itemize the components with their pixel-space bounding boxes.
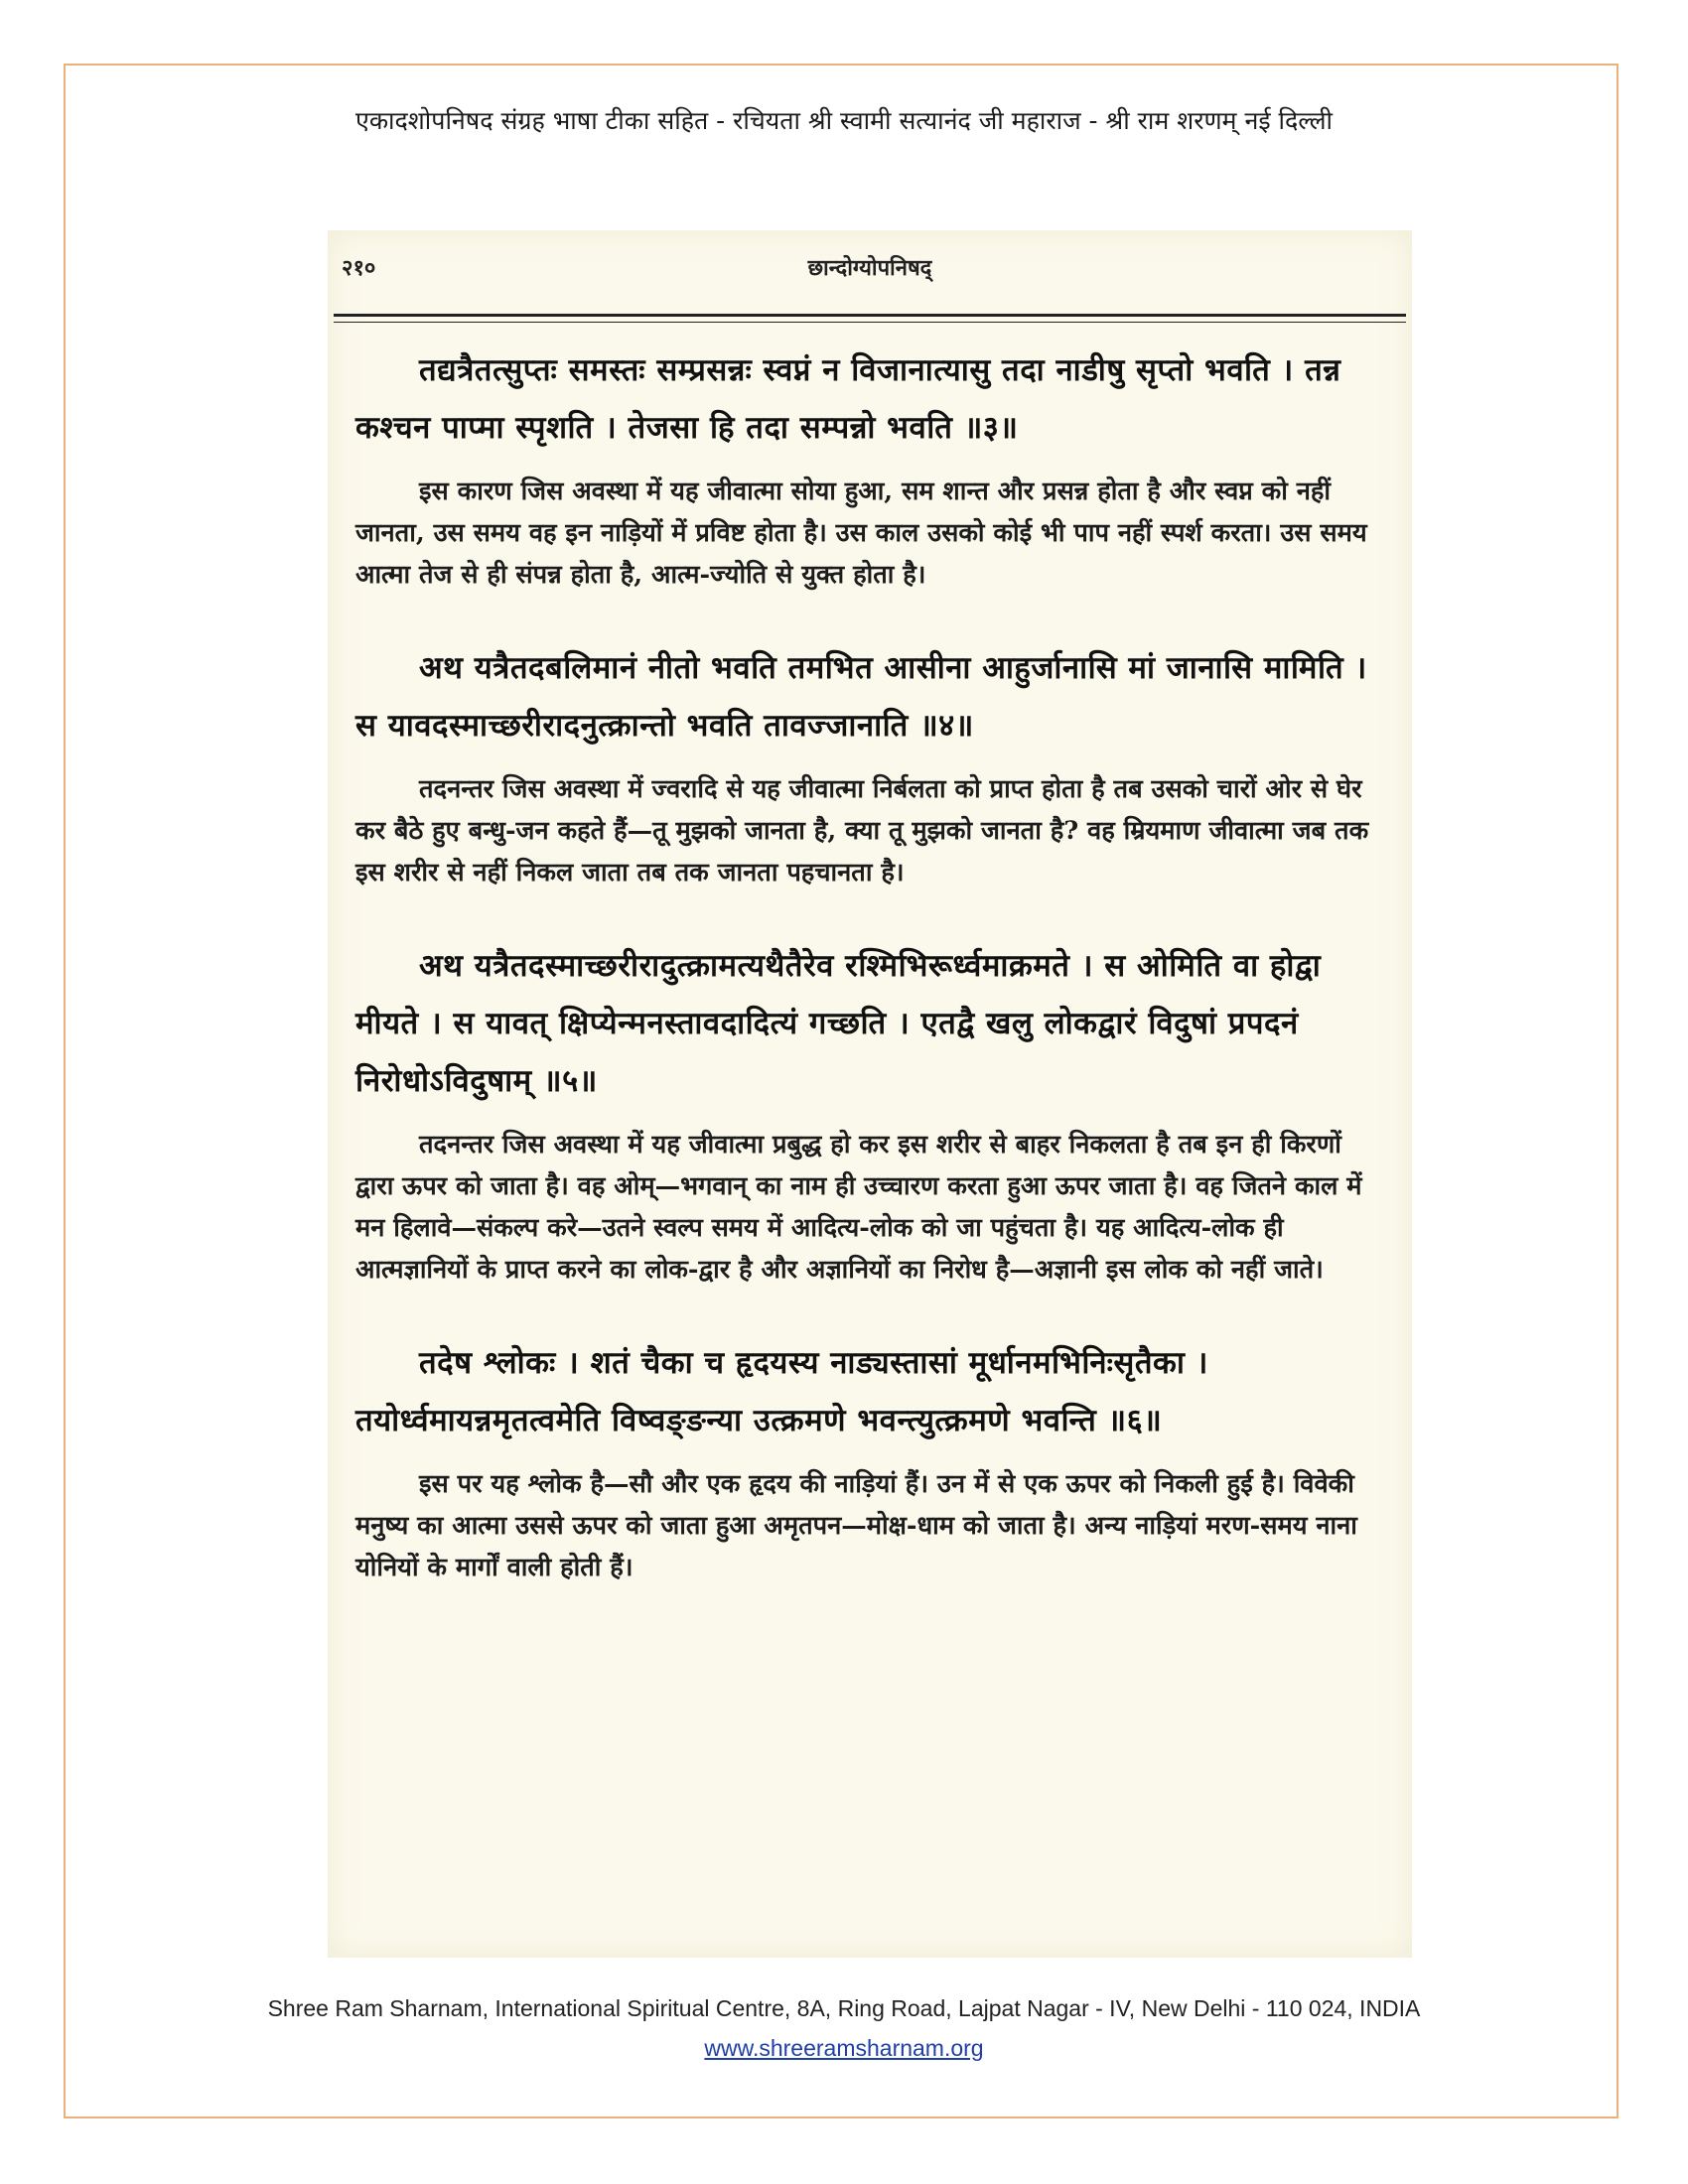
- sanskrit-verse-3: तद्यत्रैतत्सुप्तः समस्तः सम्प्रसन्नः स्वप्नं न विजानात्यासु तदा नाडीषु सृप्तो भवति । तन्न कश्चन पाप्मा स्पृशति । तेजसा हि तदा सम्पन्नो भवति ॥३॥: [355, 352, 1341, 446]
- sanskrit-verse-6: तदेष श्लोकः । शतं चैका च हृदयस्य नाड्यस्तासां मूर्धानमभिनिःसृतैका । तयोर्ध्वमायन्नमृतत्वमेति विष्वङ्ङन्या उत्क्रमणे भवन्त्युत्क्रमणे भवन्ति ॥६॥: [355, 1345, 1208, 1438]
- page-header: एकादशोपनिषद संग्रह भाषा टीका सहित - रचियता श्री स्वामी सत्यानंद जी महाराज - श्री राम शरणम् नई दिल्ली: [355, 106, 1333, 135]
- hindi-commentary-6: इस पर यह श्लोक है—सौ और एक हृदय की नाड़ियां हैं। उन में से एक ऊपर को निकली हुई है। विवेकी मनुष्य का आत्मा उससे ऊपर को जाता हुआ अमृतपन—मोक्ष-धाम को जाता है। अन्य नाड़ियां मरण-समय नाना योनियों के मार्गों वाली होती हैं।: [355, 1469, 1357, 1582]
- header-rule-thick: [334, 314, 1406, 317]
- hindi-commentary-4: तदनन्तर जिस अवस्था में ज्वरादि से यह जीवात्मा निर्बलता को प्राप्त होता है तब उसको चारों ओर से घेर कर बैठे हुए बन्धु-जन कहते हैं—तू मुझको जानता है, क्या तू मुझको जानता है? वह म्रियमाण जीवात्मा जब तक इस शरीर से नहीं निकल जाता तब तक जानता पहचानता है।: [355, 774, 1369, 887]
- scanned-page: [328, 230, 1412, 1958]
- footer-link-wrapper: [0, 2035, 1688, 2062]
- hindi-commentary-3: इस कारण जिस अवस्था में यह जीवात्मा सोया हुआ, सम शान्त और प्रसन्न होता है और स्वप्न को नहीं जानता, उस समय वह इन नाड़ियों में प्रविष्ट होता है। उस काल उसको कोई भी पाप नहीं स्पर्श करता। उस समय आत्मा तेज से ही संपन्न होता है, आत्म-ज्योति से युक्त होता है।: [355, 477, 1367, 590]
- header-rule-thin: [334, 322, 1406, 323]
- sanskrit-verse-4: अथ यत्रैतदबलिमानं नीतो भवति तमभित आसीना आहुर्जानासि मां जानासि मामिति । स यावदस्माच्छरीरादनुत्क्रान्तो भवति तावज्जानाति ॥४॥: [355, 650, 1367, 744]
- hindi-commentary-5: तदनन्तर जिस अवस्था में यह जीवात्मा प्रबुद्ध हो कर इस शरीर से बाहर निकलता है तब इन ही किरणों द्वारा ऊपर को जाता है। वह ओम्—भगवान् का नाम ही उच्चारण करता हुआ ऊपर जाता है। वह जितने काल में मन हिलावे—संकल्प करे—उतने स्वल्प समय में आदित्य-लोक को जा पहुंचता है। यह आदित्य-लोक ही आत्मज्ञानियों के प्राप्त करने का लोक-द्वार है और अज्ञानियों का निरोध है—अज्ञानी इस लोक को नहीं जाते।: [355, 1130, 1362, 1285]
- footer-address: Shree Ram Sharnam, International Spiritual Centre, 8A, Ring Road, Lajpat Nagar - IV, New Delhi - 110 024, INDIA: [267, 1995, 1421, 2021]
- book-title: छान्दोग्योपनिषद्: [807, 255, 932, 281]
- website-link[interactable]: www.shreeramsharnam.org: [704, 2035, 984, 2061]
- text-body: [355, 341, 1388, 1632]
- sanskrit-verse-5: अथ यत्रैतदस्माच्छरीरादुत्क्रामत्यथैतैरेव रश्मिभिरूर्ध्वमाक्रमते । स ओमिति वा होद्वा मीयते । स यावत् क्षिप्येन्मनस्तावदादित्यं गच्छति । एतद्वै खलु लोकद्वारं विदुषां प्रपदनं निरोधोऽविदुषाम् ॥५॥: [355, 948, 1322, 1099]
- page-number: २१०: [342, 255, 376, 281]
- running-head: [328, 248, 1412, 284]
